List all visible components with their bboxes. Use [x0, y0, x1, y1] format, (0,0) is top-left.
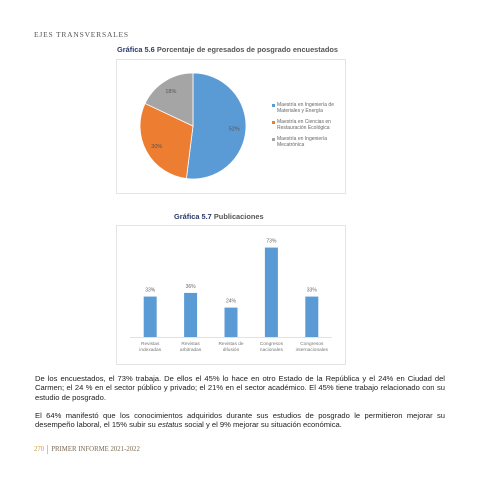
bar-4	[265, 248, 278, 337]
legend-label-1: Maestría en Ingeniería de Materiales y Energía	[277, 102, 334, 115]
pie-label-1: 52%	[228, 126, 240, 133]
bar-category-2-line-2: arbitradas	[179, 348, 202, 353]
bar-chart	[117, 226, 345, 364]
bar-label-2: 36%	[185, 283, 196, 290]
bar-chart-panel	[116, 225, 346, 365]
bar-3	[225, 308, 238, 337]
bar-category-1-line-2: indexadas	[139, 348, 162, 353]
legend-swatch-2	[272, 121, 275, 124]
bar-label-1: 33%	[145, 287, 156, 294]
bar-category-5-line-2: internacionales	[295, 348, 328, 353]
bar-category-4-line-1: Congresos	[259, 342, 284, 347]
legend-item-2	[272, 119, 352, 131]
figure-5-6-title	[117, 45, 338, 54]
bar-category-2	[180, 341, 202, 353]
pie-label-2: 30%	[151, 143, 163, 150]
figure-5-6-caption: Porcentaje de egresados de posgrado encuestados	[156, 45, 339, 54]
pie-label-3: 18%	[165, 89, 177, 96]
bar-label-4: 73%	[266, 238, 277, 245]
legend-swatch-3	[272, 138, 275, 141]
pie-chart-panel	[116, 59, 346, 194]
bar-category-4-line-2: nacionales	[259, 348, 283, 353]
bar-5	[305, 297, 318, 337]
figure-5-7-caption: Publicaciones	[213, 212, 264, 221]
bar-category-1	[139, 341, 161, 353]
page-number: 270	[34, 446, 45, 453]
bar-category-1-line-1: Revistas	[140, 342, 160, 347]
legend-item-1	[272, 102, 352, 114]
bar-category-3-line-1: Revistas de	[218, 342, 244, 347]
body-paragraph-1: De los encuestados, el 73% trabaja. De ellos el 45% lo hace en otro Estado de la República y el 24% en Ciudad del Carmen; el 24 % en el sector público y privado; el 21% en el sector académico. El 45% tiene trabajo relacionado con su estudio de posgrado.	[35, 374, 445, 402]
legend-label-3: Maestría en Ingeniería Mecatrónica	[277, 136, 328, 149]
body-paragraph-2: El 64% manifestó que los conocimientos adquiridos durante sus estudios de posgrado le permitieron mejorar su desempeño laboral, el 15% subir su estatus social y el 9% mejorar su situación económica.	[35, 411, 445, 430]
figure-5-7-number: Gráfica 5.7	[174, 212, 212, 221]
page-footer	[34, 445, 140, 454]
bar-category-5	[296, 341, 329, 353]
bar-2	[184, 293, 197, 337]
bar-label-5: 33%	[306, 287, 317, 294]
bar-category-5-line-1: Congresos	[300, 342, 324, 347]
bar-category-3-line-2: difusión	[222, 348, 240, 353]
footer-title: PRIMER INFORME 2021-2022	[51, 446, 140, 453]
bar-label-3: 24%	[225, 298, 237, 305]
legend-label-2: Maestría en Ciencias en Restauración Ecológica	[277, 119, 331, 132]
running-header: EJES TRANSVERSALES	[34, 30, 129, 39]
figure-5-7-title	[174, 212, 264, 221]
legend-swatch-1	[272, 104, 275, 107]
bar-category-3	[218, 341, 243, 353]
bar-1	[144, 297, 157, 337]
figure-5-6-number: Gráfica 5.6	[117, 45, 155, 54]
footer-divider	[47, 445, 48, 454]
bar-category-2-line-1: Revistas	[181, 342, 200, 347]
legend-item-3	[272, 136, 352, 148]
emphasis-estatus: estatus	[157, 420, 183, 430]
bar-category-4	[260, 341, 284, 353]
